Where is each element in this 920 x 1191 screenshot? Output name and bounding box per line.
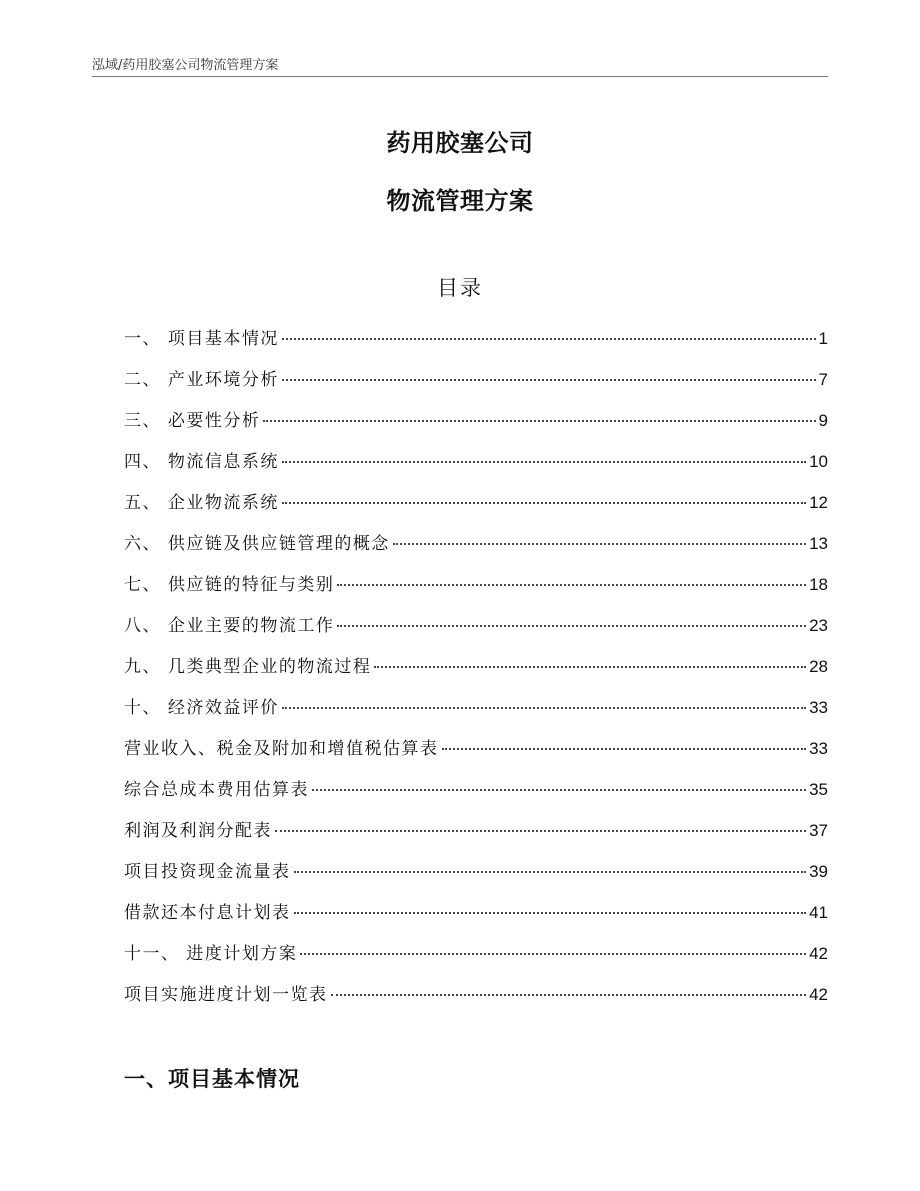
toc-entry-page: 18 [809, 575, 828, 594]
toc-entry-label: 十、 经济效益评价 [124, 698, 279, 718]
toc-entry-page: 23 [809, 616, 828, 635]
toc-entry-label: 借款还本付息计划表 [124, 903, 291, 923]
toc-entry-label: 营业收入、税金及附加和增值税估算表 [124, 739, 439, 759]
header-divider [92, 76, 828, 77]
toc-entry-label: 利润及利润分配表 [124, 821, 272, 841]
toc-entry-page: 28 [809, 657, 828, 676]
toc-entry-page: 33 [809, 739, 828, 758]
toc-leader-dots [300, 953, 806, 955]
toc-entry-label: 五、 企业物流系统 [124, 493, 279, 513]
toc-heading: 目录 [437, 276, 483, 300]
toc-leader-dots [442, 748, 807, 750]
toc-entry-label: 一、 项目基本情况 [124, 329, 279, 349]
toc-entry-label: 项目投资现金流量表 [124, 862, 291, 882]
document-subtitle: 物流管理方案 [386, 187, 534, 215]
toc-leader-dots [282, 461, 806, 463]
toc-entry-label: 综合总成本费用估算表 [124, 780, 309, 800]
toc-leader-dots [282, 338, 816, 340]
toc-leader-dots [393, 543, 806, 545]
toc-leader-dots [282, 502, 806, 504]
toc-entry-label: 六、 供应链及供应链管理的概念 [124, 534, 390, 554]
toc-entry-page: 9 [818, 411, 828, 430]
toc-entry[interactable] [124, 898, 828, 939]
running-header: 泓域/药用胶塞公司物流管理方案 [92, 58, 279, 73]
toc-entry[interactable] [124, 324, 828, 365]
toc-entry-page: 33 [809, 698, 828, 717]
toc-entry[interactable] [124, 570, 828, 611]
toc-entry-label: 十一、 进度计划方案 [124, 944, 298, 964]
toc-leader-dots [275, 830, 806, 832]
section-heading: 一、项目基本情况 [124, 1067, 300, 1091]
toc-leader-dots [374, 666, 806, 668]
toc-entry-label: 项目实施进度计划一览表 [124, 985, 328, 1005]
toc-entry[interactable] [124, 734, 828, 775]
toc-leader-dots [337, 584, 806, 586]
toc-entry[interactable] [124, 980, 828, 1021]
document-title: 药用胶塞公司 [386, 129, 534, 157]
toc-entry-page: 13 [809, 534, 828, 553]
toc-leader-dots [282, 379, 816, 381]
toc-entry-page: 35 [809, 780, 828, 799]
toc-leader-dots [294, 912, 807, 914]
toc-leader-dots [294, 871, 807, 873]
toc-entry[interactable] [124, 447, 828, 488]
table-of-contents [124, 324, 828, 1021]
toc-entry[interactable] [124, 693, 828, 734]
toc-entry-page: 42 [809, 985, 828, 1004]
toc-entry-label: 八、 企业主要的物流工作 [124, 616, 335, 636]
toc-entry[interactable] [124, 529, 828, 570]
toc-entry-page: 12 [809, 493, 828, 512]
toc-entry-page: 42 [809, 944, 828, 963]
toc-leader-dots [282, 707, 806, 709]
toc-entry[interactable] [124, 816, 828, 857]
toc-entry[interactable] [124, 611, 828, 652]
toc-entry-label: 二、 产业环境分析 [124, 370, 279, 390]
toc-entry-page: 39 [809, 862, 828, 881]
toc-entry[interactable] [124, 939, 828, 980]
toc-leader-dots [263, 420, 815, 422]
toc-entry-page: 10 [809, 452, 828, 471]
toc-entry-label: 三、 必要性分析 [124, 411, 261, 431]
toc-entry[interactable] [124, 488, 828, 529]
toc-entry-page: 41 [809, 903, 828, 922]
toc-leader-dots [331, 994, 807, 996]
toc-entry-label: 七、 供应链的特征与类别 [124, 575, 335, 595]
toc-entry[interactable] [124, 857, 828, 898]
toc-leader-dots [312, 789, 806, 791]
toc-entry[interactable] [124, 406, 828, 447]
toc-entry-label: 九、 几类典型企业的物流过程 [124, 657, 372, 677]
toc-entry-page: 7 [818, 370, 828, 389]
toc-entry-page: 1 [818, 329, 828, 348]
toc-entry-label: 四、 物流信息系统 [124, 452, 279, 472]
toc-entry[interactable] [124, 365, 828, 406]
toc-leader-dots [337, 625, 806, 627]
toc-entry[interactable] [124, 652, 828, 693]
toc-entry[interactable] [124, 775, 828, 816]
toc-entry-page: 37 [809, 821, 828, 840]
